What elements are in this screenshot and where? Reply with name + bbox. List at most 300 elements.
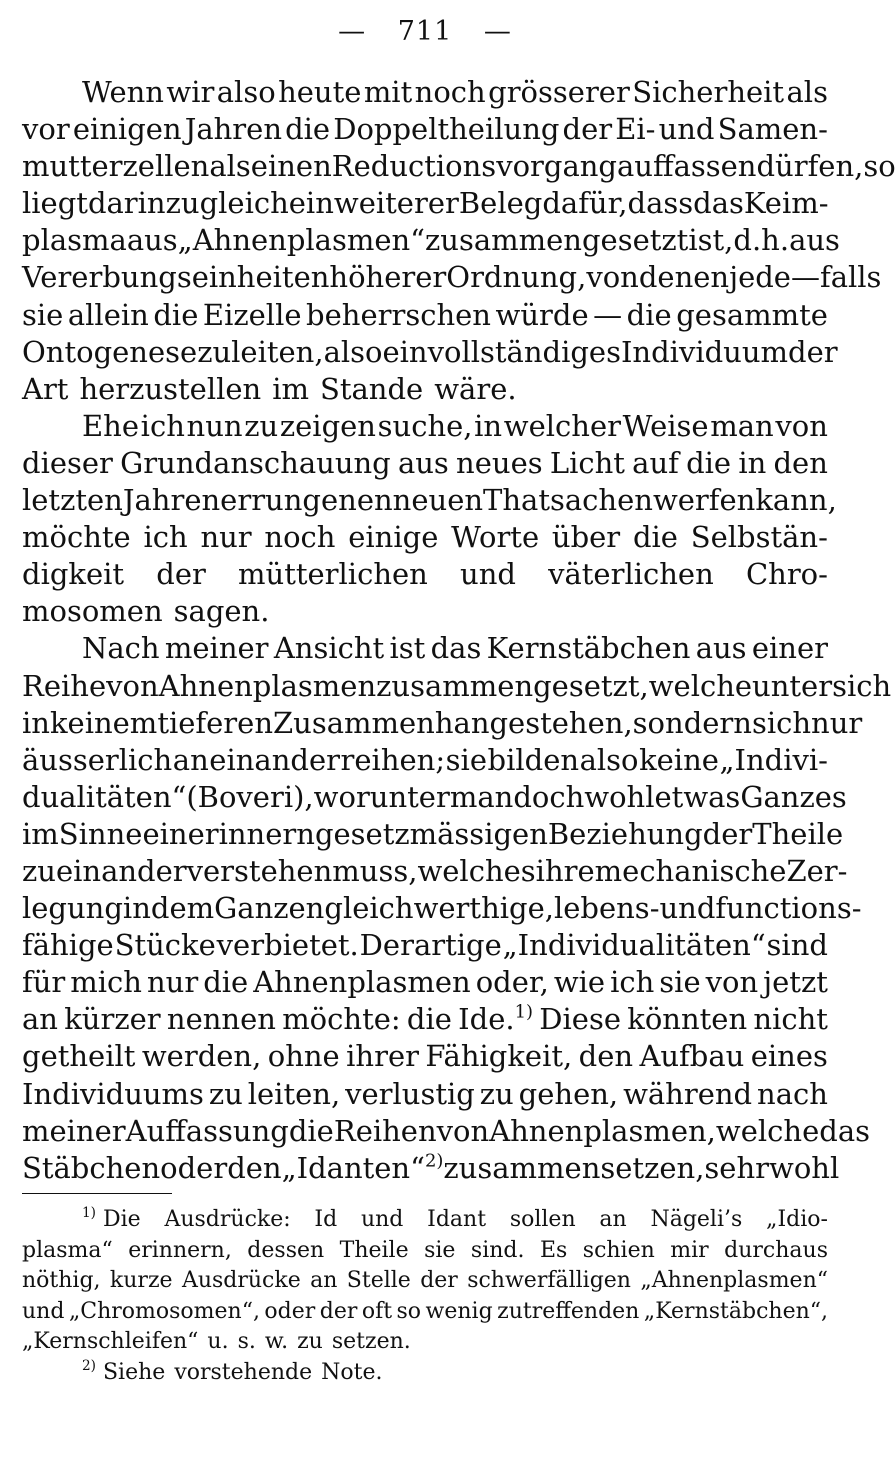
word: man [710, 408, 774, 443]
word: setzen. [331, 1329, 411, 1355]
word: also [579, 742, 639, 777]
word: sich [832, 668, 892, 703]
word: — [790, 260, 820, 295]
word: allein [67, 297, 149, 332]
word: kurze [109, 1268, 173, 1294]
word: ein [288, 186, 334, 221]
word: Ei- [615, 112, 656, 147]
word: keine [639, 742, 719, 777]
word: Theile [752, 816, 844, 851]
word: verbietet. [216, 928, 359, 963]
word: oder, [475, 965, 549, 1000]
word: Jahren [122, 483, 221, 518]
word: Siehe [102, 1359, 166, 1385]
word: Kernstäbchen [486, 631, 691, 666]
word: reihen; [340, 742, 446, 777]
word: „Chromosomen“, [68, 1298, 260, 1324]
word: nun [186, 408, 243, 443]
text-line [22, 519, 828, 556]
text-line [22, 927, 828, 964]
word: zutreffenden [497, 1298, 640, 1324]
word: sondern [632, 705, 752, 740]
footnote-rule [22, 1193, 172, 1194]
word: zu [297, 1329, 323, 1355]
word: durchaus [724, 1237, 828, 1263]
word: gesammte [676, 297, 828, 332]
word: Aufbau [639, 1039, 745, 1074]
word: „Idanten“ [281, 1150, 425, 1185]
text-line [22, 185, 828, 222]
word: Nach [82, 631, 160, 666]
word: jetzt [763, 965, 828, 1000]
text-line [22, 1076, 828, 1113]
word: Wenn [82, 75, 164, 109]
word: könnten [627, 1002, 748, 1037]
word: Keim- [743, 186, 829, 221]
word: der [420, 1268, 458, 1294]
word: lebens- [553, 891, 660, 926]
word: Ausdrücke [181, 1268, 301, 1294]
word: Jahren [184, 112, 282, 147]
word: dafür, [542, 186, 628, 221]
word: sind [766, 928, 828, 963]
word: stehen, [525, 705, 633, 740]
word: welche [648, 668, 753, 703]
text-line [22, 742, 828, 779]
word: unter [752, 668, 833, 703]
word: der [702, 816, 753, 851]
word: der [156, 557, 206, 592]
word: zeigen [279, 408, 376, 443]
word: darin [87, 186, 166, 221]
word: nur [811, 705, 863, 740]
word: nöthig, [22, 1268, 101, 1294]
word: sie [22, 297, 64, 332]
word: zu [244, 408, 279, 443]
word: dass [627, 186, 694, 221]
word: würde [495, 297, 589, 332]
word: Reihe [22, 668, 107, 703]
word: vor [22, 112, 70, 147]
word: in [22, 705, 50, 740]
word-group [82, 1205, 141, 1236]
word: Grundanschauung [120, 445, 391, 480]
word: Reductionsvorgang [331, 149, 617, 184]
word: kann, [755, 483, 837, 518]
word: zusammengesetzt [425, 223, 689, 258]
word: wäre. [434, 371, 517, 406]
text-line [22, 1113, 870, 1150]
word: sollen [509, 1207, 576, 1232]
word: oder [264, 1298, 316, 1324]
text-line [22, 111, 828, 148]
text-line [22, 1001, 828, 1038]
word: das [819, 1113, 870, 1148]
word: keinem [49, 705, 158, 740]
word: dessen [247, 1237, 325, 1263]
word: oft [361, 1298, 393, 1324]
word: zusammensetzen, [443, 1150, 705, 1185]
word-group [458, 1001, 533, 1038]
word: getheilt [22, 1039, 136, 1074]
text-line [22, 705, 863, 742]
text-line [22, 853, 848, 890]
word: heute [278, 75, 362, 109]
word: den [227, 1150, 282, 1185]
text-line [22, 297, 828, 334]
word: in [738, 445, 767, 480]
text-line [22, 148, 896, 185]
word: mir [670, 1237, 709, 1263]
word: welcher [503, 408, 621, 443]
word: Fähigkeit, [425, 1039, 573, 1074]
word: und [22, 1298, 65, 1324]
text-line [22, 816, 844, 853]
word: Ganzen [214, 891, 325, 926]
word: Samen- [717, 112, 828, 147]
word: wenig [425, 1298, 493, 1324]
word: und [659, 891, 716, 926]
word: die [203, 965, 249, 1000]
word: der [319, 1298, 358, 1324]
word: welche [715, 1113, 820, 1148]
word: Stäbchen [22, 1150, 161, 1185]
word: von [436, 1113, 490, 1148]
word: Derartige [359, 928, 502, 963]
word: Ehe [82, 408, 140, 443]
word: fähige [22, 928, 114, 963]
word: Ide. [458, 1002, 515, 1037]
word: ich [143, 520, 188, 555]
word-group [82, 1358, 165, 1389]
word: ihrer [346, 1039, 419, 1074]
word: Ahnenplasmen [158, 668, 377, 703]
word: dürfen, [756, 149, 864, 184]
word: „Ahnenplasmen“ [640, 1268, 828, 1294]
word: also [323, 334, 383, 369]
word: einer [751, 631, 828, 666]
word: h. [761, 223, 790, 258]
word: Theile [339, 1237, 409, 1263]
word: leiten, [247, 1076, 341, 1111]
word: einen [250, 149, 332, 184]
word: mechanische [594, 853, 787, 888]
word: nur [200, 520, 252, 555]
word: den [578, 1039, 634, 1074]
word: Ahnenplasmen [253, 965, 471, 1000]
word: im [272, 371, 309, 406]
text-line [22, 222, 840, 259]
word: Art [22, 371, 69, 406]
word: einer [142, 816, 219, 851]
word: Idant [427, 1207, 487, 1232]
word: gesetzmässigen [314, 816, 548, 851]
word: sie [445, 742, 487, 777]
text-line [22, 1038, 828, 1075]
word: einander [55, 853, 187, 888]
word: zu [22, 853, 56, 888]
footnote-marker: 2) [82, 1358, 96, 1375]
word: Id [314, 1207, 338, 1232]
body-text [22, 74, 896, 1187]
word: Ausdrücke: [164, 1207, 291, 1232]
footnote-line [22, 1266, 828, 1297]
word: w. [264, 1329, 289, 1355]
word: beherrschen [306, 297, 491, 332]
text-line [22, 74, 828, 111]
word: verlustig [345, 1076, 475, 1111]
word: „Indivi- [719, 742, 828, 777]
word: den [773, 445, 828, 480]
word: nicht [753, 1002, 828, 1037]
word: mutterzellen [22, 149, 210, 184]
word: Licht [549, 445, 625, 480]
word: Reihen [333, 1113, 437, 1148]
text-line [22, 408, 828, 445]
word: s. [237, 1329, 256, 1355]
word: sich [751, 705, 812, 740]
word: Sinne [58, 816, 143, 851]
word: Ganzes [740, 779, 847, 814]
word: aus [695, 631, 747, 666]
word: Eizelle [202, 297, 302, 332]
text-line [22, 890, 862, 927]
footnote-line [22, 1236, 828, 1267]
word: grösserer [488, 75, 630, 109]
word: errungenen [220, 483, 393, 518]
footnotes [22, 1205, 828, 1389]
word: Stelle [346, 1268, 411, 1294]
word: von [586, 260, 639, 295]
word: von [705, 965, 759, 1000]
text-line [22, 334, 838, 371]
word: gehen, [518, 1076, 619, 1111]
word: Weise [622, 408, 709, 443]
word: so [396, 1298, 422, 1324]
word: neuen [392, 483, 484, 518]
word: der [788, 334, 838, 369]
word: das [430, 631, 482, 666]
word: im [22, 816, 59, 851]
word: welches [417, 853, 536, 888]
word: liegt [22, 186, 88, 221]
word: Individuums [22, 1076, 204, 1111]
word: muss, [332, 853, 418, 888]
word: wohl [584, 779, 655, 814]
word: „Kernschleifen“ [22, 1329, 199, 1355]
word: doch [513, 779, 585, 814]
word: Note. [321, 1359, 383, 1385]
word: gleichwerthige, [324, 891, 554, 926]
word: weiterer [333, 186, 459, 221]
word: mosomen [22, 594, 163, 629]
word: an [310, 1268, 338, 1294]
text-line [22, 482, 837, 519]
word: denen [638, 260, 730, 295]
word: vollständiges [427, 334, 621, 369]
word: Die [102, 1207, 141, 1232]
text-line [22, 445, 828, 482]
word: functions- [715, 891, 862, 926]
word: Sicherheit [632, 75, 785, 109]
word: suche, [377, 408, 473, 443]
word: letzten [22, 483, 123, 518]
footnote-line [22, 1327, 828, 1358]
word: Stande [320, 371, 424, 406]
word: „Idio- [766, 1207, 828, 1232]
word: sind. [470, 1237, 525, 1263]
word: vorstehende [174, 1359, 313, 1385]
word: aus [126, 223, 178, 258]
word: Doppeltheilung [333, 112, 560, 147]
word: an [172, 742, 209, 777]
word: nur [146, 965, 199, 1000]
word: väterlichen [548, 557, 714, 592]
word: Nägeli’s [650, 1207, 743, 1232]
footnote-marker: 1) [82, 1205, 96, 1222]
word: Individuum [620, 334, 789, 369]
word: und [658, 112, 715, 147]
word: Worte [451, 520, 540, 555]
word: — [593, 297, 623, 332]
word: möchte: [282, 1002, 401, 1037]
word: in [122, 891, 151, 926]
text-line [22, 779, 847, 816]
text-line [22, 668, 892, 705]
word: jede [729, 260, 791, 295]
word: tieferen [157, 705, 274, 740]
word: mit [363, 75, 413, 109]
text-line [22, 593, 828, 630]
word: über [551, 520, 621, 555]
word: „Ahnenplasmen“ [177, 223, 426, 258]
word: noch [414, 75, 486, 109]
word: Ansicht [273, 631, 385, 666]
word: dualitäten“ [22, 779, 187, 814]
word: ein [382, 334, 428, 369]
word: aus [397, 445, 449, 480]
word: „Kernstäbchen“, [643, 1298, 828, 1324]
word: auffassen [617, 149, 757, 184]
footnote-line [22, 1297, 828, 1328]
word: schwerfälligen [467, 1268, 631, 1294]
word: in [474, 408, 503, 443]
word: Selbstän- [690, 520, 828, 555]
word: auf [632, 445, 679, 480]
word: plasma“ [22, 1237, 113, 1263]
word: wie [553, 965, 606, 1000]
word: verstehen [186, 853, 333, 888]
text-line [22, 964, 828, 1001]
word: etwas [654, 779, 741, 814]
word: „Individualitäten“ [502, 928, 766, 963]
word: als [209, 149, 251, 184]
word: zugleich [165, 186, 289, 221]
word: u. [207, 1329, 229, 1355]
word: mich [70, 965, 142, 1000]
word: an [599, 1207, 627, 1232]
word: zu [479, 1076, 514, 1111]
word: sehr [704, 1150, 769, 1185]
word: an [22, 1002, 58, 1037]
word: zu [208, 1076, 243, 1111]
word: meiner [22, 1113, 126, 1148]
word: einige [348, 520, 439, 555]
word: Stücke [114, 928, 216, 963]
word: Es [539, 1237, 568, 1263]
word: von [106, 668, 159, 703]
word: höherer [329, 260, 447, 295]
word: sagen. [173, 594, 270, 629]
word: digkeit [22, 557, 125, 592]
word: Beziehung [547, 816, 703, 851]
text-line [22, 1150, 840, 1187]
text-line [22, 371, 828, 408]
word: einigen [72, 112, 182, 147]
word: die [406, 1002, 452, 1037]
word: schien [582, 1237, 655, 1263]
word: so [863, 149, 896, 184]
word: wohl [769, 1150, 840, 1185]
word: noch [264, 520, 336, 555]
page-header [0, 16, 850, 47]
word: eines [750, 1039, 828, 1074]
footnote-reference: 2) [424, 1150, 444, 1172]
footnote-line [22, 1358, 828, 1389]
word: herzustellen [79, 371, 262, 406]
word: innern [218, 816, 315, 851]
footnote-line [22, 1205, 828, 1236]
word: zu [197, 334, 232, 369]
word: aus [789, 223, 840, 258]
word: leiten, [231, 334, 324, 369]
footnote-reference: 1) [514, 1001, 534, 1023]
word: bilden [487, 742, 580, 777]
word: mütterlichen [238, 557, 428, 592]
word: sie [424, 1237, 456, 1263]
text-line [22, 259, 882, 296]
word: und [360, 1207, 404, 1232]
word: Vererbungseinheiten [22, 260, 330, 295]
page-number: 711 [397, 16, 453, 47]
word: einander [209, 742, 340, 777]
word: man [449, 779, 514, 814]
word: dem [150, 891, 215, 926]
word: Beleg [458, 186, 543, 221]
word: oder [160, 1150, 228, 1185]
word: sie [659, 965, 701, 1000]
word: Ontogenese [22, 334, 198, 369]
word: die [153, 297, 199, 332]
word: zusammengesetzt, [376, 668, 649, 703]
word: (Boveri), [186, 779, 314, 814]
word-group [282, 1150, 444, 1187]
word: während [623, 1076, 753, 1111]
word: kürzer [64, 1002, 161, 1037]
header-dash-right: — [483, 16, 512, 47]
word: wir [166, 75, 215, 109]
word: Zer- [786, 853, 848, 888]
word: die [626, 297, 672, 332]
word: ich [610, 965, 655, 1000]
word: die [288, 1113, 334, 1148]
word: Ahnenplasmen, [489, 1113, 716, 1148]
word: falls [819, 260, 882, 295]
word: Ordnung, [446, 260, 587, 295]
word: ihre [535, 853, 595, 888]
word: neues [456, 445, 543, 480]
word: dieser [22, 445, 113, 480]
